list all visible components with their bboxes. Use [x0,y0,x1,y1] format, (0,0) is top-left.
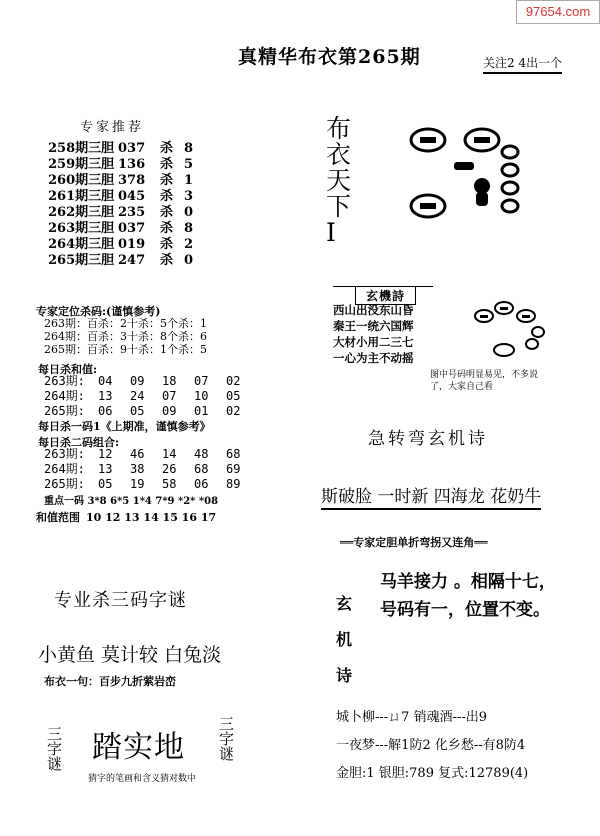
list-item: 264期: 13 24 07 10 05 [44,389,241,403]
sum-range-label: 和值范围 [36,511,80,524]
list-item: 秦王一统六国辉 [333,319,414,333]
recommend-title: 专家推荐 [80,120,145,135]
xuanji-poem-title: 玄機詩 [355,286,416,305]
page-title: 真精华布衣第265期 [238,46,421,68]
list-item: 265期三胆 247 杀 0 [48,253,194,268]
riddle-main: 踏实地 [92,730,185,765]
position-kill-title: 专家定位杀码:(谨慎参考) [36,305,161,318]
list-item: 265期: 06 05 09 01 02 [44,404,241,418]
follow-note: 关注2 4出一个 [483,54,562,74]
list-item: 261期三胆 045 杀 3 [48,189,194,204]
image-caption: 图中号码明显易见，不多说了，大家自己看 [430,370,539,392]
xuanji-poem-lines [333,302,433,366]
list-item: 西山出没东山昏 [333,303,414,317]
coin-arrangement-icon [468,294,558,364]
xuanji-text-line: 马羊接力 。相隔十七， [380,572,556,592]
sum-range [36,509,216,525]
list-item: 263期三胆 037 杀 8 [48,221,194,236]
jizhuan-title: 急转弯玄机诗 [368,429,488,449]
site-watermark: 97654.com [516,0,600,24]
list-item: 一夜梦---解1防2 化乡愁--有8防4 [336,738,526,753]
buyi-line: 布衣一句：百步九折萦岩峦 [44,675,176,688]
list-item: 金胆:1 银胆:789 复式:12789(4) [336,766,529,781]
position-kill-list [44,317,207,356]
list-item: 260期三胆 378 杀 1 [48,173,194,188]
xuanji-vertical-title: 玄机诗 [336,594,353,685]
list-item: 263期: 12 46 14 48 68 [44,447,241,461]
xuanji-text-line: 号码有一，位置不变。 [380,600,550,620]
list-item: 263期: 04 09 18 07 02 [44,374,241,388]
buyi-tianxia-title: 布衣天下I [326,114,352,247]
xuanji-text [380,568,556,624]
kill-one-note: 每日杀一码1《上期准，谨慎参考》 [38,420,211,433]
expert-line-text: 专家定胆单折弯拐又连角 [353,536,475,549]
daily-sum-list [44,374,258,419]
expert-line: ══专家定胆单折弯拐又连角══ [340,536,488,549]
coin-pattern-icon [400,118,550,238]
bottom-lines [336,704,528,788]
focus-code: 重点一码 3*8 6*5 1*4 7*9 *2* *08 [44,496,219,507]
list-item: 258期三胆 037 杀 8 [48,141,194,156]
sum-range-values: 10 12 13 14 15 16 17 [86,511,217,524]
pro-three-title: 专业杀三码字谜 [54,590,187,611]
list-item: 262期三胆 235 杀 0 [48,205,194,220]
riddle-phrase: 小黄鱼 莫计较 白兔淡 [38,644,222,666]
list-item: 265期：百杀：9十杀：1个杀：5 [44,343,207,356]
riddle-right-label: 三字谜 [217,716,235,761]
kill-pair-list [44,447,258,492]
recommend-list [48,141,193,269]
si-line: 斯破脸 一时新 四海龙 花奶牛 [321,482,541,510]
list-item: 263期：百杀：2十杀：5个杀：1 [44,317,207,330]
daily-sum-title: 每日杀和值: [38,363,98,376]
riddle-left-label: 三字谜 [45,726,63,771]
list-item: 城卜柳---ㄩ7 销魂酒---出9 [336,710,488,725]
list-item: 259期三胆 136 杀 5 [48,157,194,172]
list-item: 264期: 13 38 26 68 69 [44,462,241,476]
list-item: 大材小用二三七 [333,335,414,349]
riddle-hint: 猜字的笔画和含义猜对数中 [88,774,197,784]
list-item: 265期: 05 19 58 06 89 [44,477,241,491]
kill-pair-title: 每日杀二码组合: [38,436,120,449]
list-item: 264期：百杀：3十杀：8个杀：6 [44,330,207,343]
list-item: 264期三胆 019 杀 2 [48,237,194,252]
list-item: 一心为主不动摇 [333,351,414,365]
